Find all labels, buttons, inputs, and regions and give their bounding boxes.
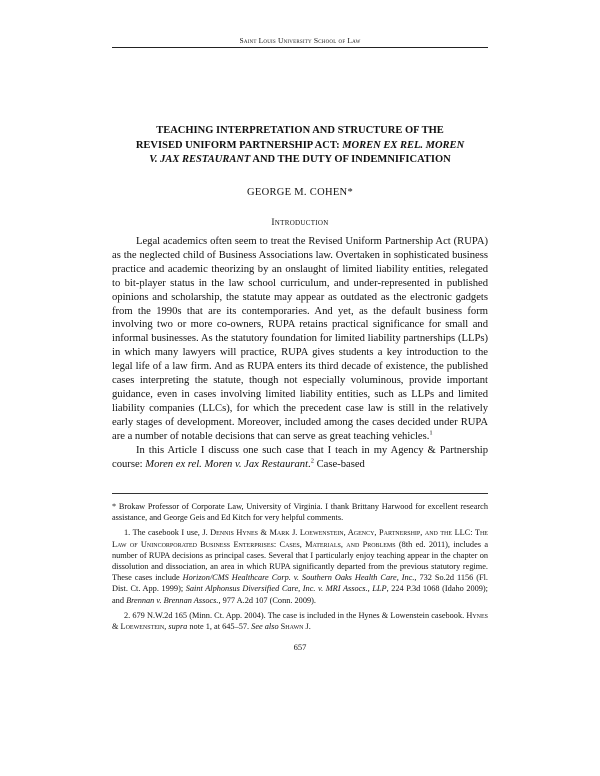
footnote-1 bbox=[112, 527, 488, 605]
fn1-case-saint-alphonsus: Saint Alphonsus Diversified Care, Inc. v. MRI Assocs., LLP bbox=[185, 584, 387, 594]
title-line-3-plain: AND THE DUTY OF INDEMNIFICATION bbox=[250, 154, 451, 165]
footnote-star: * Brokaw Professor of Corporate Law, University of Virginia. I thank Brittany Harwood for excellent research assistance, and George Geis and Ed Kitch for very helpful comments. bbox=[112, 502, 488, 523]
fn2-g: Shawn J. bbox=[278, 622, 311, 632]
running-head: Saint Louis University School of Law bbox=[239, 36, 361, 45]
footnotes bbox=[112, 501, 488, 636]
author-name: GEORGE M. COHEN* bbox=[246, 187, 353, 198]
footnote-ref-2[interactable]: 2 bbox=[310, 457, 314, 465]
title-line-2-plain: REVISED UNIFORM PARTNERSHIP ACT: bbox=[135, 139, 343, 151]
section-heading: Introduction bbox=[271, 218, 329, 228]
article-title bbox=[112, 124, 488, 168]
fn1-a: 1. The casebook I use, bbox=[124, 528, 203, 538]
page-number: 657 bbox=[293, 642, 307, 652]
title-line-2-italic: MOREN EX REL. MOREN bbox=[342, 139, 465, 151]
title-line-1: TEACHING INTERPRETATION AND STRUCTURE OF THE bbox=[156, 125, 444, 136]
fn2-a: 2. 679 N.W.2d 165 (Minn. Ct. App. 2004). The case is included in the Hynes & Lowenstein casebook. bbox=[124, 610, 467, 620]
fn1-case-horizon: Horizon/CMS Healthcare Corp. v. Southern Oaks Health Care, Inc. bbox=[182, 573, 415, 583]
footnote-2 bbox=[112, 610, 488, 632]
title-line-2 bbox=[112, 139, 488, 154]
fn1-c: (8th ed. 2011), includes a number of RUPA decisions as principal cases. Several that I particularly enjoy teaching appear in the chapter on dissolution and dissociation, an area in which RUPA significantly departed from the previous statutory regime. These cases include bbox=[112, 539, 488, 583]
fn1-case-brennan: Brennan v. Brennan Assocs. bbox=[126, 595, 219, 605]
fn2-authors: Hynes & Loewenstein bbox=[112, 610, 488, 632]
header-rule bbox=[112, 47, 488, 48]
paragraph-2-text-before: In this Article I discuss one such case that I teach in my Agency & Partnership course: bbox=[112, 445, 488, 470]
footnote-rule bbox=[112, 493, 488, 494]
fn2-see-also: See also bbox=[251, 622, 279, 632]
body-paragraph-2: In this Article I discuss one such case that I teach in my Agency & Partnership course: Moren ex rel. Moren v. Jax Restaurant.$^2$ Case-based bbox=[112, 445, 488, 470]
fn1-g: , 224 P.3d 1068 (Idaho 2009); and bbox=[112, 584, 488, 605]
paragraph-1-text: Legal academics often seem to treat the Revised Uniform Partnership Act (RUPA) as the neglected child of Business Associations law. Overtaken in sophisticated business practice and academic theorizing by an onslaught of limited liability entities, relegated to bit-player status in the law school curriculum, and under-represented in published opinions and scholarship, the statute may appear as outdated as the electronic gadgets from the 1990s that are its contemporaries. And yet, as the default business form involving two or more co-owners, RUPA retains practical significance for small and informal businesses. As the statutory foundation for limited liability partnerships (LLPs) in which many lawyers will practice, RUPA gives students a key introduction to the legal life of a law firm. And as RUPA enters its third decade of existence, the published cases interpreting the statute, though not especially voluminous, provide important guidance, even in cases involving limited liability entities, such as LLPs and limited liability companies (LLCs), for which the precedent case law is still in the relatively early stages of development. Moreover, included among the cases decided under RUPA are a number of notable decisions that can serve as great teaching vehicles. bbox=[112, 236, 488, 442]
title-line-3 bbox=[112, 153, 488, 168]
fn2-e: note 1, at 645–57. bbox=[187, 622, 252, 632]
fn2-c: , bbox=[164, 622, 169, 632]
fn1-e: , 732 So.2d 1156 (Fl. Dist. Ct. App. 1999); bbox=[112, 573, 488, 594]
footnote-ref-1[interactable]: 1 bbox=[429, 429, 433, 437]
title-line-3-italic: V. JAX RESTAURANT bbox=[149, 154, 251, 165]
body-paragraph-1 bbox=[112, 235, 488, 444]
fn1-i: , 977 A.2d 107 (Conn. 2009). bbox=[218, 595, 316, 605]
paragraph-2-text-after: Case-based bbox=[313, 458, 365, 470]
case-name: Moren ex rel. Moren v. Jax Restaurant bbox=[145, 458, 309, 470]
fn2-supra: supra bbox=[168, 622, 188, 632]
fn1-casebook-title: J. Dennis Hynes & Mark J. Loewenstein, Agency, Partnership, and the LLC: The Law of Unincorporated Business Enterprises: Cases, Materials, and Problems bbox=[112, 528, 488, 549]
